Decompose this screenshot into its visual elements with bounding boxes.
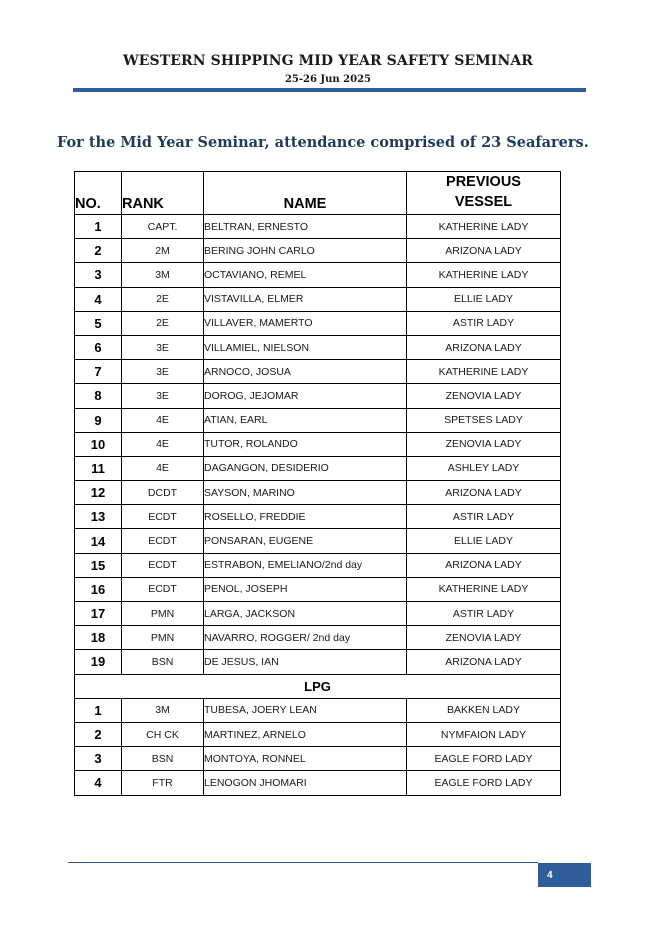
cell-name: ESTRABON, EMELIANO/2nd day bbox=[204, 553, 407, 577]
table-row bbox=[75, 747, 561, 771]
lpg-section bbox=[75, 674, 561, 698]
cell-vessel: KATHERINE LADY bbox=[407, 263, 561, 287]
cell-name: ARNOCO, JOSUA bbox=[204, 360, 407, 384]
cell-rank: ECDT bbox=[122, 553, 204, 577]
table-row bbox=[75, 553, 561, 577]
cell-vessel: ARIZONA LADY bbox=[407, 553, 561, 577]
cell-no: 14 bbox=[75, 529, 122, 553]
cell-name: PENOL, JOSEPH bbox=[204, 577, 407, 601]
main-rows bbox=[75, 215, 561, 675]
cell-vessel: ZENOVIA LADY bbox=[407, 626, 561, 650]
cell-vessel: ZENOVIA LADY bbox=[407, 432, 561, 456]
cell-rank: 3E bbox=[122, 384, 204, 408]
lpg-rows bbox=[75, 698, 561, 795]
table-row bbox=[75, 771, 561, 795]
cell-name: TUBESA, JOERY LEAN bbox=[204, 698, 407, 722]
cell-rank: BSN bbox=[122, 650, 204, 674]
header-vessel-line2: VESSEL bbox=[454, 194, 513, 210]
cell-no: 3 bbox=[75, 747, 122, 771]
table-row bbox=[75, 577, 561, 601]
cell-name: MARTINEZ, ARNELO bbox=[204, 722, 407, 746]
cell-name: VILLAMIEL, NIELSON bbox=[204, 335, 407, 359]
cell-no: 1 bbox=[75, 698, 122, 722]
cell-vessel: KATHERINE LADY bbox=[407, 577, 561, 601]
table-row bbox=[75, 722, 561, 746]
cell-rank: 3M bbox=[122, 263, 204, 287]
cell-no: 1 bbox=[75, 215, 122, 239]
table-row bbox=[75, 311, 561, 335]
table-row bbox=[75, 263, 561, 287]
header-previous-vessel bbox=[407, 172, 561, 215]
cell-rank: PMN bbox=[122, 602, 204, 626]
cell-no: 2 bbox=[75, 722, 122, 746]
section-label-lpg: LPG bbox=[75, 674, 561, 698]
table-row bbox=[75, 529, 561, 553]
document-title: WESTERN SHIPPING MID YEAR SAFETY SEMINAR bbox=[122, 53, 534, 69]
cell-name: LARGA, JACKSON bbox=[204, 602, 407, 626]
cell-no: 5 bbox=[75, 311, 122, 335]
table-row bbox=[75, 384, 561, 408]
header-name: NAME bbox=[204, 172, 407, 215]
table-row bbox=[75, 650, 561, 674]
cell-name: ATIAN, EARL bbox=[204, 408, 407, 432]
cell-rank: ECDT bbox=[122, 529, 204, 553]
cell-name: LENOGON JHOMARI bbox=[204, 771, 407, 795]
section-row bbox=[75, 674, 561, 698]
cell-vessel: BAKKEN LADY bbox=[407, 698, 561, 722]
cell-name: DOROG, JEJOMAR bbox=[204, 384, 407, 408]
cell-name: OCTAVIANO, REMEL bbox=[204, 263, 407, 287]
table-row bbox=[75, 360, 561, 384]
cell-vessel: ELLIE LADY bbox=[407, 287, 561, 311]
table-row bbox=[75, 456, 561, 480]
cell-vessel: KATHERINE LADY bbox=[407, 215, 561, 239]
cell-name: ROSELLO, FREDDIE bbox=[204, 505, 407, 529]
table-row bbox=[75, 602, 561, 626]
cell-rank: PMN bbox=[122, 626, 204, 650]
cell-vessel: ZENOVIA LADY bbox=[407, 384, 561, 408]
cell-rank: 3E bbox=[122, 335, 204, 359]
table-row bbox=[75, 698, 561, 722]
table-row bbox=[75, 432, 561, 456]
cell-vessel: ARIZONA LADY bbox=[407, 481, 561, 505]
table-row bbox=[75, 505, 561, 529]
cell-rank: 4E bbox=[122, 408, 204, 432]
cell-rank: CAPT. bbox=[122, 215, 204, 239]
footer-divider bbox=[68, 862, 538, 863]
page-number: 4 bbox=[538, 863, 591, 887]
cell-rank: ECDT bbox=[122, 577, 204, 601]
cell-vessel: SPETSES LADY bbox=[407, 408, 561, 432]
table-row bbox=[75, 408, 561, 432]
cell-vessel: ARIZONA LADY bbox=[407, 335, 561, 359]
cell-no: 16 bbox=[75, 577, 122, 601]
cell-vessel: NYMFAION LADY bbox=[407, 722, 561, 746]
cell-name: PONSARAN, EUGENE bbox=[204, 529, 407, 553]
table-row bbox=[75, 239, 561, 263]
cell-name: VISTAVILLA, ELMER bbox=[204, 287, 407, 311]
header-vessel-line1: PREVIOUS bbox=[446, 174, 521, 190]
cell-vessel: ASTIR LADY bbox=[407, 602, 561, 626]
cell-no: 13 bbox=[75, 505, 122, 529]
cell-name: BERING JOHN CARLO bbox=[204, 239, 407, 263]
cell-name: DE JESUS, IAN bbox=[204, 650, 407, 674]
cell-no: 12 bbox=[75, 481, 122, 505]
table-row bbox=[75, 215, 561, 239]
cell-vessel: EAGLE FORD LADY bbox=[407, 747, 561, 771]
header-no: NO. bbox=[75, 172, 122, 215]
cell-rank: 3M bbox=[122, 698, 204, 722]
cell-no: 17 bbox=[75, 602, 122, 626]
cell-rank: FTR bbox=[122, 771, 204, 795]
table-row bbox=[75, 626, 561, 650]
cell-vessel: ELLIE LADY bbox=[407, 529, 561, 553]
cell-no: 11 bbox=[75, 456, 122, 480]
cell-vessel: KATHERINE LADY bbox=[407, 360, 561, 384]
cell-rank: 4E bbox=[122, 432, 204, 456]
cell-name: NAVARRO, ROGGER/ 2nd day bbox=[204, 626, 407, 650]
cell-vessel: ARIZONA LADY bbox=[407, 650, 561, 674]
cell-rank: 4E bbox=[122, 456, 204, 480]
cell-no: 4 bbox=[75, 771, 122, 795]
cell-rank: ECDT bbox=[122, 505, 204, 529]
table-row bbox=[75, 481, 561, 505]
cell-vessel: EAGLE FORD LADY bbox=[407, 771, 561, 795]
document-date: 25-26 Jun 2025 bbox=[284, 74, 372, 85]
cell-vessel: ASHLEY LADY bbox=[407, 456, 561, 480]
cell-name: TUTOR, ROLANDO bbox=[204, 432, 407, 456]
attendance-table bbox=[74, 171, 561, 796]
cell-no: 15 bbox=[75, 553, 122, 577]
cell-rank: 2M bbox=[122, 239, 204, 263]
table-header-row bbox=[75, 172, 561, 215]
cell-rank: DCDT bbox=[122, 481, 204, 505]
cell-name: MONTOYA, RONNEL bbox=[204, 747, 407, 771]
cell-no: 8 bbox=[75, 384, 122, 408]
cell-no: 10 bbox=[75, 432, 122, 456]
header-divider bbox=[73, 88, 586, 92]
cell-vessel: ASTIR LADY bbox=[407, 505, 561, 529]
cell-no: 6 bbox=[75, 335, 122, 359]
cell-name: BELTRAN, ERNESTO bbox=[204, 215, 407, 239]
cell-no: 9 bbox=[75, 408, 122, 432]
cell-no: 3 bbox=[75, 263, 122, 287]
cell-vessel: ASTIR LADY bbox=[407, 311, 561, 335]
cell-name: SAYSON, MARINO bbox=[204, 481, 407, 505]
cell-no: 19 bbox=[75, 650, 122, 674]
intro-text: For the Mid Year Seminar, attendance comprised of 23 Seafarers. bbox=[57, 134, 589, 151]
cell-name: DAGANGON, DESIDERIO bbox=[204, 456, 407, 480]
table-row bbox=[75, 287, 561, 311]
cell-rank: 2E bbox=[122, 311, 204, 335]
cell-rank: 3E bbox=[122, 360, 204, 384]
header-rank: RANK bbox=[122, 172, 204, 215]
cell-no: 7 bbox=[75, 360, 122, 384]
cell-rank: BSN bbox=[122, 747, 204, 771]
cell-rank: CH CK bbox=[122, 722, 204, 746]
cell-no: 2 bbox=[75, 239, 122, 263]
cell-name: VILLAVER, MAMERTO bbox=[204, 311, 407, 335]
cell-rank: 2E bbox=[122, 287, 204, 311]
cell-no: 18 bbox=[75, 626, 122, 650]
cell-no: 4 bbox=[75, 287, 122, 311]
table-row bbox=[75, 335, 561, 359]
cell-vessel: ARIZONA LADY bbox=[407, 239, 561, 263]
